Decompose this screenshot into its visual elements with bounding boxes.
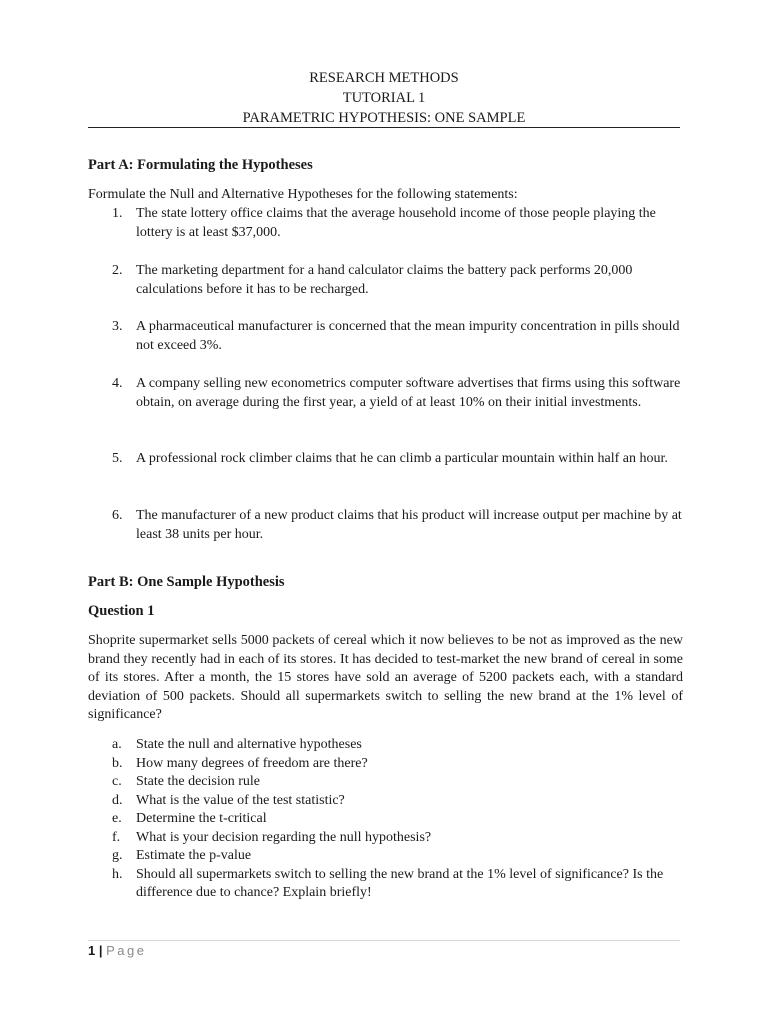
list-item-text: Should all supermarkets switch to selling the new brand at the 1% level of significance? Is the difference due to chance? Explain briefly! (136, 866, 664, 900)
part-a-heading: Part A: Formulating the Hypotheses (88, 157, 313, 173)
question-heading: Question 1 (88, 603, 155, 619)
list-item (112, 507, 684, 544)
document-header (88, 68, 680, 128)
list-item (112, 829, 684, 848)
list-item-marker: 3. (112, 319, 123, 334)
list-item-marker: f. (112, 829, 121, 845)
question-paragraph: Shoprite supermarket sells 5000 packets of cereal which it now believes to be not as improved as the new brand they recently had in each of its stores. It has decided to test-market the new brand of cereal in some of its stores. After a month, the 15 stores have sold an average of 5200 packets each, with a standard deviation of 500 packets. Should all supermarkets switch to selling the new brand at the 1% level of significance? (88, 633, 683, 722)
list-item-text: What is the value of the test statistic? (136, 792, 345, 808)
list-item-text: Estimate the p-value (136, 848, 252, 863)
list-item-marker: 4. (112, 376, 123, 391)
page-number: 1 (88, 943, 96, 958)
list-item-text: State the decision rule (136, 774, 261, 789)
list-item-marker: 6. (112, 508, 123, 523)
list-item-marker: b. (112, 755, 123, 771)
list-item-text: How many degrees of freedom are there? (136, 755, 368, 771)
part-a-intro: Formulate the Null and Alternative Hypotheses for the following statements: (88, 187, 518, 202)
list-item (112, 810, 684, 829)
list-item (112, 205, 684, 242)
list-item (112, 773, 684, 792)
list-item-marker: 5. (112, 451, 123, 466)
list-item-marker: h. (112, 866, 123, 882)
list-item-text: Determine the t-critical (136, 811, 267, 826)
list-item-text: State the null and alternative hypotheses (136, 737, 362, 752)
tutorial-number: TUTORIAL 1 (342, 90, 426, 106)
page-footer (88, 943, 147, 959)
list-item-marker: c. (112, 774, 122, 789)
list-item (112, 375, 684, 412)
list-item (112, 847, 684, 866)
list-item-marker: a. (112, 737, 122, 752)
footer-divider (88, 940, 680, 941)
page-separator: | (98, 943, 103, 958)
tutorial-topic: PARAMETRIC HYPOTHESIS: ONE SAMPLE (242, 110, 526, 126)
list-item-text: What is your decision regarding the null hypothesis? (136, 829, 432, 845)
list-item-text: A professional rock climber claims that he can climb a particular mountain within half an hour. (136, 451, 668, 466)
course-title: RESEARCH METHODS (309, 70, 459, 86)
list-item-text: The manufacturer of a new product claims that his product will increase output per machine by at least 38 units per hour. (136, 508, 682, 542)
list-item (112, 792, 684, 811)
list-item (112, 736, 684, 755)
list-item-marker: 2. (112, 263, 123, 278)
list-item (112, 262, 684, 299)
page-label: Page (106, 943, 147, 958)
header-divider (88, 127, 680, 128)
list-item (112, 755, 684, 774)
list-item-text: The state lottery office claims that the average household income of those people playing the lottery is at least $37,000. (136, 206, 656, 240)
list-item-text: The marketing department for a hand calculator claims the battery pack performs 20,000 calculations before it has to be recharged. (136, 263, 633, 297)
list-item-text: A company selling new econometrics computer software advertises that firms using this software obtain, on average during the first year, a yield of at least 10% on their initial investments. (136, 376, 681, 410)
list-item-marker: g. (112, 848, 123, 863)
list-item-text: A pharmaceutical manufacturer is concerned that the mean impurity concentration in pills should not exceed 3%. (136, 319, 680, 353)
part-b-heading: Part B: One Sample Hypothesis (88, 574, 285, 590)
sub-question-list (112, 736, 684, 903)
list-item (112, 318, 684, 355)
list-item-marker: d. (112, 792, 123, 808)
list-item-marker: e. (112, 811, 122, 826)
list-item (112, 866, 684, 903)
list-item-marker: 1. (112, 206, 123, 221)
list-item (112, 450, 684, 469)
